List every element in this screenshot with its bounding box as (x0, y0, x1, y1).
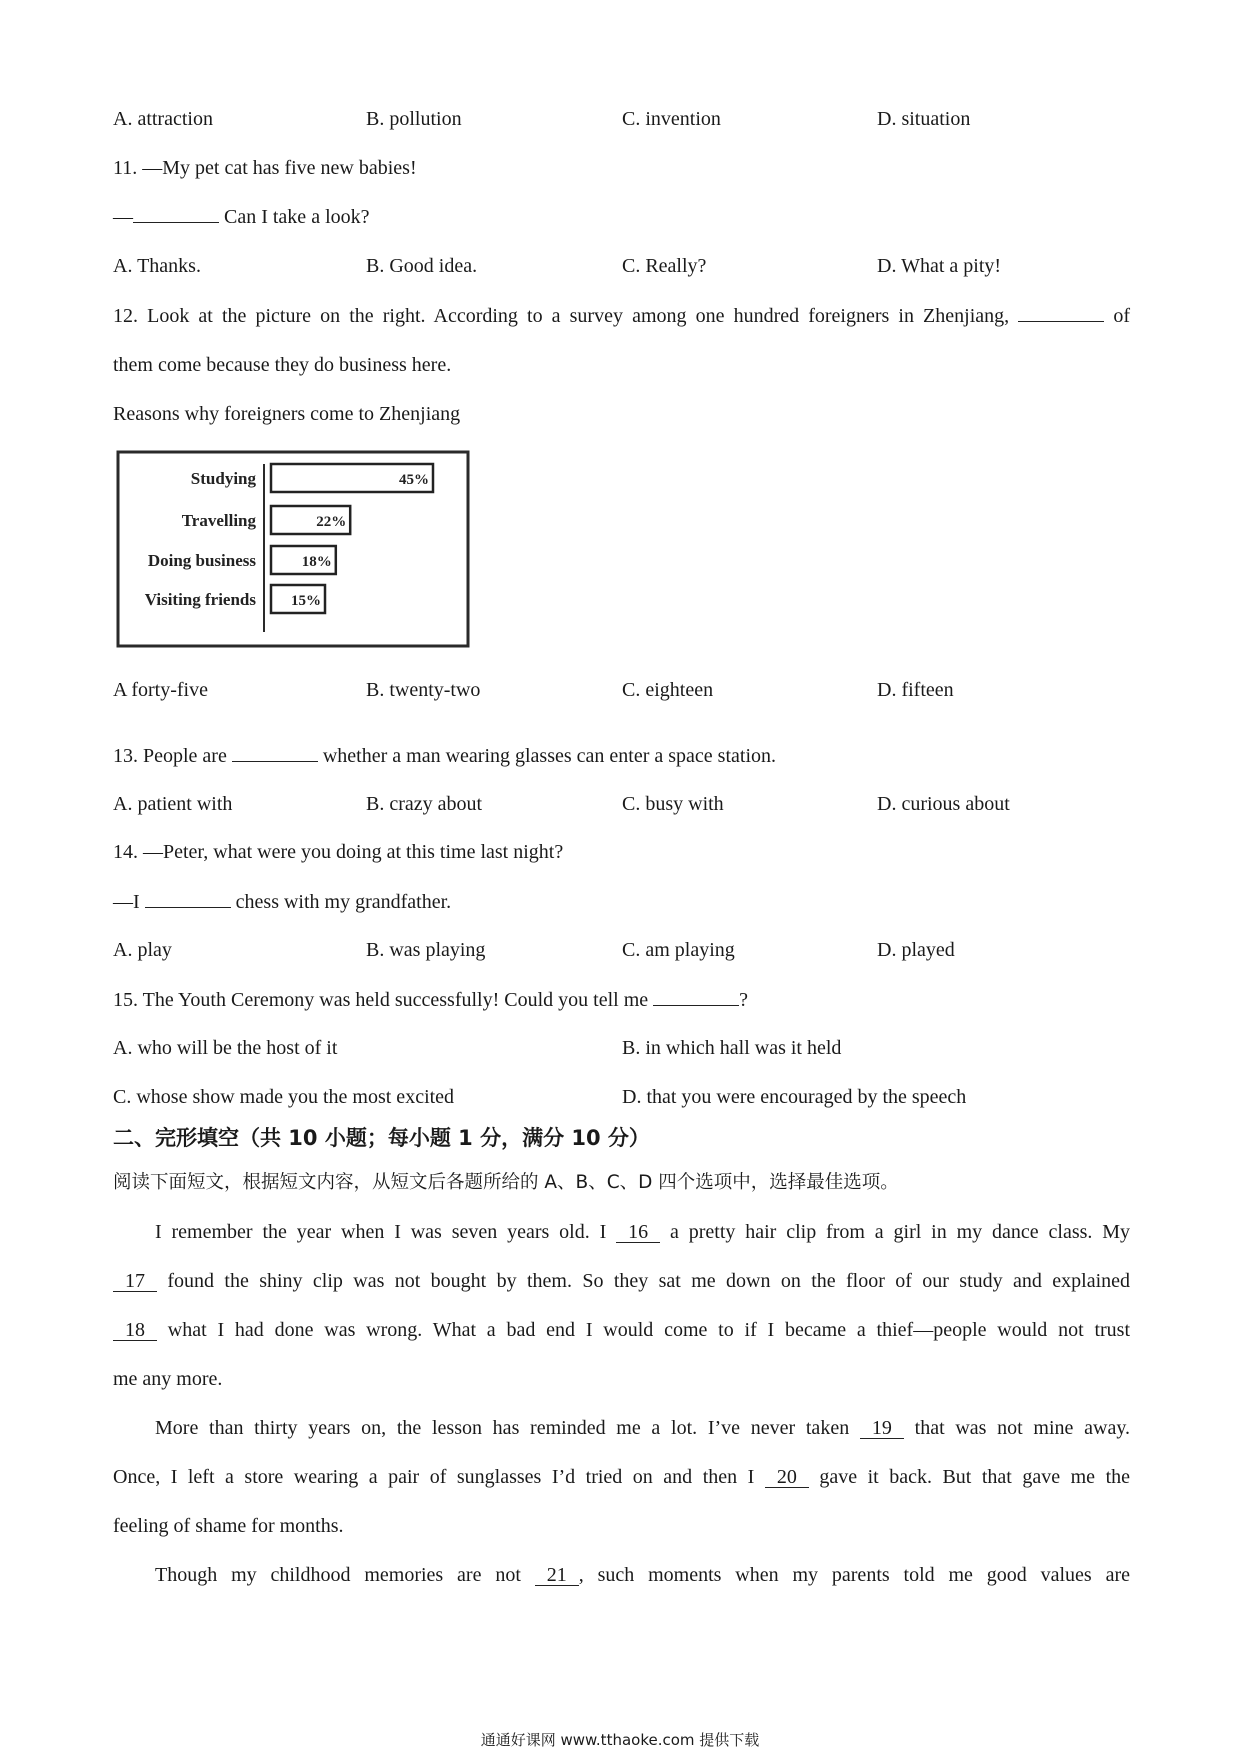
blank-17[interactable]: 17 (113, 1271, 157, 1292)
q14-reply-prefix: —I (113, 891, 140, 913)
blank-19[interactable]: 19 (860, 1418, 904, 1439)
q11-option-c[interactable]: C. Really? (622, 255, 707, 277)
q11-reply-rest: Can I take a look? (219, 206, 370, 228)
passage-p1-line2 (113, 1269, 1130, 1293)
passage-text: that was not mine away. (914, 1417, 1131, 1439)
passage-text: a pretty hair clip from a girl in my dance class. My (670, 1221, 1131, 1243)
passage-p2-line3: feeling of shame for months. (113, 1515, 344, 1537)
passage-p3-line1 (155, 1563, 1130, 1587)
passage-p1-line1 (155, 1220, 1130, 1244)
chart-category-label: Visiting friends (144, 590, 256, 609)
chart-category-label: Studying (190, 469, 256, 488)
blank-20[interactable]: 20 (765, 1467, 809, 1488)
q13-option-b[interactable]: B. crazy about (366, 793, 483, 815)
q15-stem (113, 987, 748, 1012)
q14-option-c[interactable]: C. am playing (622, 939, 735, 961)
q15-option-d[interactable]: D. that you were encouraged by the speech (622, 1086, 967, 1108)
passage-p2-line1 (155, 1416, 1130, 1440)
passage-p2-line2 (113, 1465, 1130, 1489)
q15-stem-start: 15. The Youth Ceremony was held successfully! Could you tell me (113, 989, 649, 1011)
chart-category-label: Travelling (181, 511, 256, 530)
q12-option-a[interactable]: A forty-five (113, 679, 208, 701)
q12-chart-caption: Reasons why foreigners come to Zhenjiang (113, 403, 461, 425)
q11-reply-prefix: — (113, 206, 133, 228)
q15-option-b[interactable]: B. in which hall was it held (622, 1037, 842, 1059)
q13-stem (113, 743, 776, 768)
q14-option-d[interactable]: D. played (877, 939, 955, 961)
q12-stem-line2: them come because they do business here. (113, 354, 452, 376)
q12-answer-blank[interactable] (1018, 303, 1104, 322)
q15-stem-end: ? (739, 989, 749, 1011)
passage-text: what I had done was wrong. What a bad end I would come to if I became a thief—people would not trust (167, 1319, 1130, 1341)
q14-option-a[interactable]: A. play (113, 939, 172, 961)
passage-text: , such moments when my parents told me good values are (578, 1564, 1130, 1586)
q10-option-d[interactable]: D. situation (877, 108, 971, 130)
q12-stem-end: of (1113, 305, 1131, 327)
q13-option-d[interactable]: D. curious about (877, 793, 1010, 815)
blank-21[interactable]: 21 (535, 1565, 579, 1586)
q11-stem: 11. —My pet cat has five new babies! (113, 157, 417, 179)
q14-stem: 14. —Peter, what were you doing at this time last night? (113, 841, 564, 863)
q14-option-b[interactable]: B. was playing (366, 939, 486, 961)
passage-text: More than thirty years on, the lesson has reminded me a lot. I’ve never taken (155, 1417, 850, 1439)
blank-16[interactable]: 16 (616, 1222, 660, 1243)
q12-option-d[interactable]: D. fifteen (877, 679, 954, 701)
q10-option-a[interactable]: A. attraction (113, 108, 213, 130)
passage-text: found the shiny clip was not bought by them. So they sat me down on the floor of our study and explained (167, 1270, 1131, 1292)
page-footer: 通通好课网 www.tthaoke.com 提供下载 (480, 1731, 760, 1749)
q13-stem-start: 13. People are (113, 745, 227, 767)
chart-value-label: 15% (291, 593, 321, 609)
chart-value-label: 22% (316, 514, 347, 530)
q12-option-b[interactable]: B. twenty-two (366, 679, 481, 701)
passage-text: Once, I left a store wearing a pair of sunglasses I’d tried on and then I (113, 1466, 755, 1488)
q13-answer-blank[interactable] (232, 743, 318, 762)
q14-reply-rest: chess with my grandfather. (230, 891, 452, 913)
q13-option-c[interactable]: C. busy with (622, 793, 724, 815)
q15-option-c[interactable]: C. whose show made you the most excited (113, 1086, 455, 1108)
q11-reply (113, 204, 370, 229)
passage-text: Though my childhood memories are not (155, 1564, 521, 1586)
q11-option-d[interactable]: D. What a pity! (877, 255, 1002, 277)
q14-answer-blank[interactable] (145, 889, 231, 908)
q12-bar-chart (116, 450, 472, 650)
q12-stem (113, 303, 1130, 328)
passage-text: I remember the year when I was seven years old. I (155, 1221, 607, 1243)
section2-heading: 二、完形填空（共 10 小题；每小题 1 分，满分 10 分） (113, 1126, 650, 1150)
passage-text: gave it back. But that gave me the (819, 1466, 1131, 1488)
q12-stem-start: 12. Look at the picture on the right. According to a survey among one hundred foreigners in Zhenjiang, (113, 305, 1010, 327)
q11-option-a[interactable]: A. Thanks. (113, 255, 201, 277)
q11-option-b[interactable]: B. Good idea. (366, 255, 478, 277)
blank-18[interactable]: 18 (113, 1320, 157, 1341)
q11-answer-blank[interactable] (133, 204, 219, 223)
section2-instruction: 阅读下面短文，根据短文内容，从短文后各题所给的 A、B、C、D 四个选项中，选择最佳选项。 (113, 1172, 899, 1193)
q15-answer-blank[interactable] (653, 987, 739, 1006)
chart-category-label: Doing business (147, 551, 256, 570)
passage-p1-line3 (113, 1318, 1130, 1342)
q10-option-c[interactable]: C. invention (622, 108, 721, 130)
q15-option-a[interactable]: A. who will be the host of it (113, 1037, 338, 1059)
q10-option-b[interactable]: B. pollution (366, 108, 462, 130)
q12-option-c[interactable]: C. eighteen (622, 679, 714, 701)
q13-option-a[interactable]: A. patient with (113, 793, 233, 815)
passage-p1-line4: me any more. (113, 1368, 223, 1390)
q13-stem-end: whether a man wearing glasses can enter a space station. (317, 745, 777, 767)
chart-value-label: 45% (399, 472, 429, 488)
chart-value-label: 18% (301, 554, 332, 570)
q14-reply (113, 889, 451, 914)
